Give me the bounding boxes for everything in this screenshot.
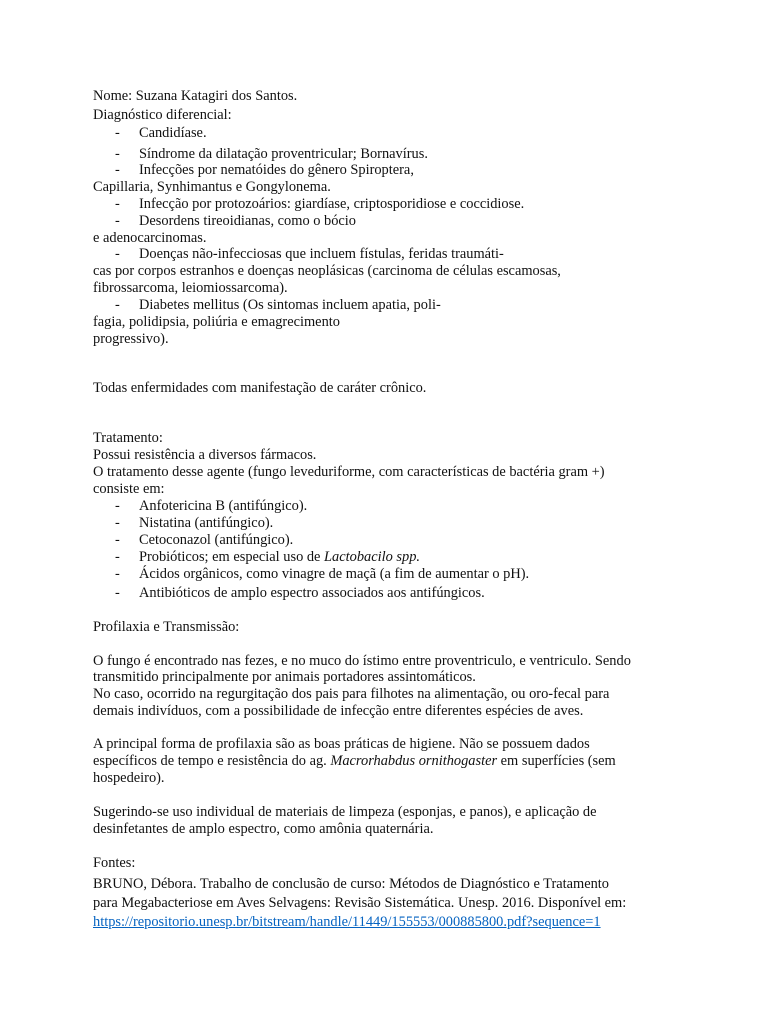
prophylaxis-heading: Profilaxia e Transmissão:	[93, 619, 240, 635]
bullet-dash: -	[115, 213, 120, 229]
diagnosis-item-continuation: fibrossarcoma, leiomiossarcoma).	[93, 280, 288, 296]
treatment-item: Cetoconazol (antifúngico).	[139, 532, 294, 548]
prophylaxis-paragraph: demais indivíduos, com a possibilidade de infecção entre diferentes espécies de aves.	[93, 703, 584, 719]
prophylaxis-paragraph: No caso, ocorrido na regurgitação dos pais para filhotes na alimentação, ou oro-fecal para	[93, 686, 610, 702]
reference-text: BRUNO, Débora. Trabalho de conclusão de curso: Métodos de Diagnóstico e Tratamento	[93, 876, 609, 892]
treatment-item: Anfotericina B (antifúngico).	[139, 498, 308, 514]
bullet-dash: -	[115, 246, 120, 262]
diagnosis-item: Candidíase.	[139, 125, 207, 141]
treatment-intro: consiste em:	[93, 481, 165, 497]
probiotic-text: Probióticos; em especial uso de	[139, 549, 325, 565]
prophylaxis-paragraph: Sugerindo-se uso individual de materiais de limpeza (esponjas, e panos), e aplicação de	[93, 804, 597, 820]
prophylaxis-paragraph: hospedeiro).	[93, 770, 165, 786]
sources-heading: Fontes:	[93, 855, 136, 871]
diagnosis-item-continuation: cas por corpos estranhos e doenças neoplásicas (carcinoma de células escamosas,	[93, 263, 561, 279]
probiotic-species: Lactobacilo spp.	[324, 549, 420, 565]
treatment-item	[139, 549, 420, 566]
diagnosis-item: Desordens tireoidianas, como o bócio	[139, 213, 357, 229]
student-name: Nome: Suzana Katagiri dos Santos.	[93, 88, 298, 104]
treatment-item: Antibióticos de amplo espectro associados aos antifúngicos.	[139, 585, 485, 601]
diagnosis-item: Doenças não-infecciosas que incluem fístulas, feridas traumáti-	[139, 246, 504, 262]
species-name: Macrorhabdus ornithogaster	[330, 753, 498, 769]
bullet-dash: -	[115, 549, 120, 565]
bullet-dash: -	[115, 125, 120, 141]
bullet-dash: -	[115, 585, 120, 601]
diagnosis-item-continuation: Capillaria, Synhimantus e Gongylonema.	[93, 179, 331, 195]
bullet-dash: -	[115, 498, 120, 514]
bullet-dash: -	[115, 146, 120, 162]
differential-diagnosis-heading: Diagnóstico diferencial:	[93, 107, 232, 123]
diagnosis-item-continuation: progressivo).	[93, 331, 169, 347]
diagnosis-item-continuation: e adenocarcinomas.	[93, 230, 207, 246]
prophylaxis-paragraph	[93, 753, 616, 770]
prophylaxis-paragraph: A principal forma de profilaxia são as boas práticas de higiene. Não se possuem dados	[93, 736, 590, 752]
treatment-item: Nistatina (antifúngico).	[139, 515, 274, 531]
treatment-heading: Tratamento:	[93, 430, 163, 446]
prophylaxis-text: específicos de tempo e resistência do ag.	[93, 753, 331, 769]
bullet-dash: -	[115, 196, 120, 212]
diagnosis-item-continuation: fagia, polidipsia, poliúria e emagrecimento	[93, 314, 340, 330]
chronic-note: Todas enfermidades com manifestação de caráter crônico.	[93, 380, 427, 396]
bullet-dash: -	[115, 515, 120, 531]
diagnosis-item: Infecção por protozoários: giardíase, criptosporidiose e coccidiose.	[139, 196, 525, 212]
treatment-intro: O tratamento desse agente (fungo leveduriforme, com características de bactéria gram +)	[93, 464, 605, 480]
reference-link[interactable]: https://repositorio.unesp.br/bitstream/handle/11449/155553/000885800.pdf?sequence=1	[93, 914, 601, 930]
prophylaxis-text: em superfícies (sem	[497, 753, 616, 769]
prophylaxis-paragraph: O fungo é encontrado nas fezes, e no muco do ístimo entre proventriculo, e ventriculo. Sendo	[93, 653, 631, 669]
prophylaxis-paragraph: transmitido principalmente por animais portadores assintomáticos.	[93, 669, 476, 685]
reference-text: para Megabacteriose em Aves Selvagens: Revisão Sistemática. Unesp. 2016. Disponível em:	[93, 895, 627, 911]
prophylaxis-paragraph: desinfetantes de amplo espectro, como amônia quaternária.	[93, 821, 434, 837]
bullet-dash: -	[115, 297, 120, 313]
resistance-note: Possui resistência a diversos fármacos.	[93, 447, 317, 463]
bullet-dash: -	[115, 162, 120, 178]
diagnosis-item: Diabetes mellitus (Os sintomas incluem apatia, poli-	[139, 297, 441, 313]
diagnosis-item: Síndrome da dilatação proventricular; Bornavírus.	[139, 146, 428, 162]
treatment-item: Ácidos orgânicos, como vinagre de maçã (a fim de aumentar o pH).	[139, 566, 530, 582]
bullet-dash: -	[115, 566, 120, 582]
bullet-dash: -	[115, 532, 120, 548]
diagnosis-item: Infecções por nematóides do gênero Spiroptera,	[139, 162, 414, 178]
